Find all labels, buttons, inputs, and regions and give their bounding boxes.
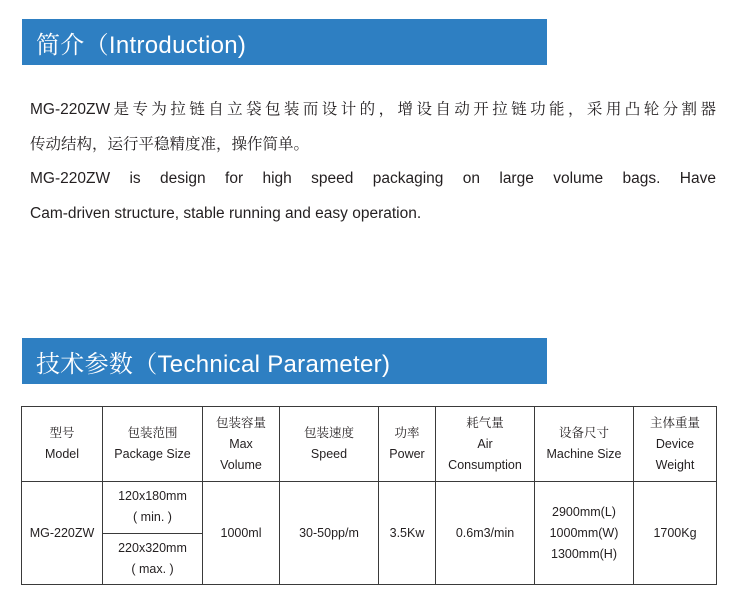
header-device-weight bbox=[634, 407, 717, 482]
header-device-weight-en-2: Weight bbox=[655, 457, 695, 472]
intro-en-line-1: MG-220ZW is design for high speed packaging on large volume bags. Have bbox=[30, 170, 716, 187]
intro-en-line-2: Cam-driven structure, stable running and easy operation. bbox=[30, 204, 422, 222]
header-machine-size-en: Machine Size bbox=[546, 447, 622, 461]
header-machine-size bbox=[535, 407, 634, 482]
header-package-size bbox=[103, 407, 203, 482]
header-air-consumption-en-2: Consumption bbox=[448, 457, 522, 472]
cell-device-weight: 1700Kg bbox=[634, 482, 717, 585]
cell-package-size-max bbox=[103, 533, 203, 585]
intro-text-block bbox=[30, 93, 716, 231]
header-model-en: Model bbox=[44, 447, 80, 461]
cell-speed: 30-50pp/m bbox=[280, 482, 379, 585]
package-size-min-label: ( min. ) bbox=[133, 510, 172, 525]
header-machine-size-zh: 设备尺寸 bbox=[558, 426, 609, 440]
package-size-min-value: 120x180mm bbox=[118, 489, 187, 504]
header-max-volume bbox=[203, 407, 280, 482]
header-air-consumption-zh: 耗气量 bbox=[466, 415, 504, 430]
header-device-weight-zh: 主体重量 bbox=[649, 415, 700, 430]
header-air-consumption bbox=[436, 407, 535, 482]
machine-size-width: 1000mm(W) bbox=[549, 525, 619, 540]
intro-zh-line-1: MG-220ZW是专为拉链自立袋包装而设计的，增设自动开拉链功能，采用凸轮分割器 bbox=[30, 101, 716, 118]
header-max-volume-en-1: Max bbox=[229, 436, 253, 451]
header-power bbox=[379, 407, 436, 482]
header-speed-zh: 包装速度 bbox=[303, 426, 354, 440]
header-model-zh: 型号 bbox=[49, 426, 75, 440]
header-speed bbox=[280, 407, 379, 482]
cell-max-volume: 1000ml bbox=[203, 482, 280, 585]
spec-header-row bbox=[22, 407, 717, 482]
header-device-weight-en-1: Device bbox=[655, 436, 695, 451]
tech-section-header bbox=[22, 338, 547, 384]
intro-section-header bbox=[22, 19, 547, 65]
header-package-size-zh: 包装范围 bbox=[127, 426, 178, 440]
header-power-en: Power bbox=[389, 447, 425, 461]
header-model bbox=[22, 407, 103, 482]
tech-section-title: 技术参数（Technical Parameter) bbox=[36, 350, 391, 378]
cell-model: MG-220ZW bbox=[22, 482, 103, 585]
header-speed-en: Speed bbox=[310, 447, 348, 461]
cell-air-consumption: 0.6m3/min bbox=[436, 482, 535, 585]
spec-data-row-top bbox=[22, 482, 717, 534]
header-package-size-en: Package Size bbox=[114, 447, 191, 461]
intro-zh-line-2: 传动结构，运行平稳精度准，操作简单。 bbox=[30, 135, 310, 153]
cell-package-size-min bbox=[103, 482, 203, 534]
intro-section-title: 简介（Introduction) bbox=[36, 31, 247, 59]
spec-table bbox=[21, 406, 717, 585]
machine-size-height: 1300mm(H) bbox=[551, 546, 617, 561]
package-size-max-label: ( max. ) bbox=[131, 561, 174, 576]
machine-size-length: 2900mm(L) bbox=[552, 504, 616, 519]
header-power-zh: 功率 bbox=[394, 426, 420, 440]
cell-power: 3.5Kw bbox=[379, 482, 436, 585]
header-max-volume-zh: 包装容量 bbox=[215, 415, 266, 430]
header-max-volume-en-2: Volume bbox=[220, 457, 262, 472]
package-size-max-value: 220x320mm bbox=[118, 540, 187, 555]
header-air-consumption-en-1: Air bbox=[477, 436, 493, 451]
cell-machine-size bbox=[535, 482, 634, 585]
